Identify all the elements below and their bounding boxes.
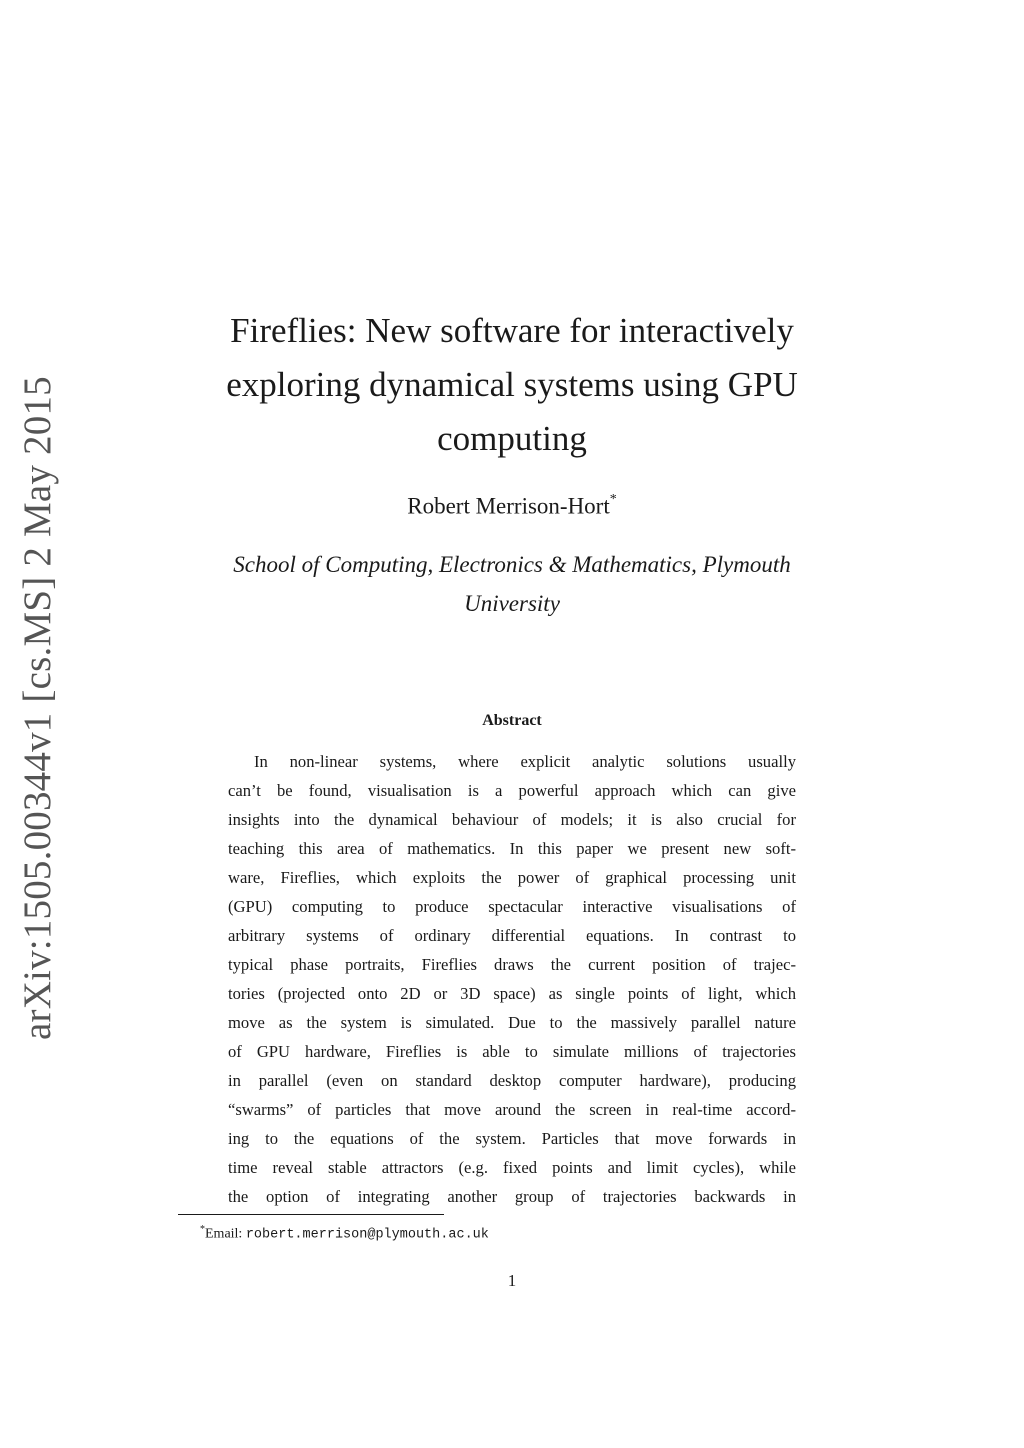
abstract-line: move as the system is simulated. Due to the massively parallel nature [228, 1013, 796, 1032]
paper-title [180, 304, 844, 466]
page-number: 1 [507, 1271, 517, 1290]
author-line [180, 487, 844, 522]
footnote-mark: * [200, 1224, 205, 1235]
abstract-line: the option of integrating another group of trajectories backwards in [228, 1187, 796, 1206]
author-email-link[interactable]: robert.merrison@plymouth.ac.uk [245, 1227, 489, 1243]
abstract-line: typical phase portraits, Fireflies draws the current position of trajec- [228, 955, 796, 974]
abstract-line: tories (projected onto 2D or 3D space) as single points of light, which [228, 984, 796, 1003]
abstract-line: “swarms” of particles that move around the screen in real-time accord- [228, 1100, 796, 1119]
footnote-divider [178, 1214, 444, 1215]
affiliation-line: School of Computing, Electronics & Mathematics, Plymouth [233, 552, 791, 577]
author-email-footnote [200, 1220, 489, 1246]
abstract-line: ing to the equations of the system. Particles that move forwards in [228, 1129, 796, 1148]
abstract-line: In non-linear systems, where explicit analytic solutions usually [254, 752, 796, 771]
title-line: computing [437, 419, 587, 458]
abstract-line: arbitrary systems of ordinary differential equations. In contrast to [228, 926, 796, 945]
abstract-line: can’t be found, visualisation is a powerful approach which can give [228, 781, 796, 800]
title-line: Fireflies: New software for interactively [230, 311, 794, 350]
abstract-heading: Abstract [482, 712, 542, 729]
affiliation-line: University [464, 591, 560, 616]
abstract-line: of GPU hardware, Fireflies is able to simulate millions of trajectories [228, 1042, 796, 1061]
author-footnote-mark: * [609, 492, 617, 507]
author-name: Robert Merrison-Hort [407, 493, 610, 519]
abstract-line: (GPU) computing to produce spectacular interactive visualisations of [228, 897, 796, 916]
abstract-line: in parallel (even on standard desktop computer hardware), producing [228, 1071, 796, 1090]
abstract-line: teaching this area of mathematics. In this paper we present new soft- [228, 839, 796, 858]
abstract-body [228, 747, 796, 1211]
abstract-line: insights into the dynamical behaviour of models; it is also crucial for [228, 810, 796, 829]
author-affiliation [180, 545, 844, 623]
arxiv-identifier-stamp: arXiv:1505.00344v1 [cs.MS] 2 May 2015 [16, 376, 59, 1040]
footnote-label: Email: [205, 1226, 246, 1242]
abstract-line: time reveal stable attractors (e.g. fixed points and limit cycles), while [228, 1158, 796, 1177]
abstract-line: ware, Fireflies, which exploits the power of graphical processing unit [228, 868, 796, 887]
title-line: exploring dynamical systems using GPU [226, 365, 798, 404]
